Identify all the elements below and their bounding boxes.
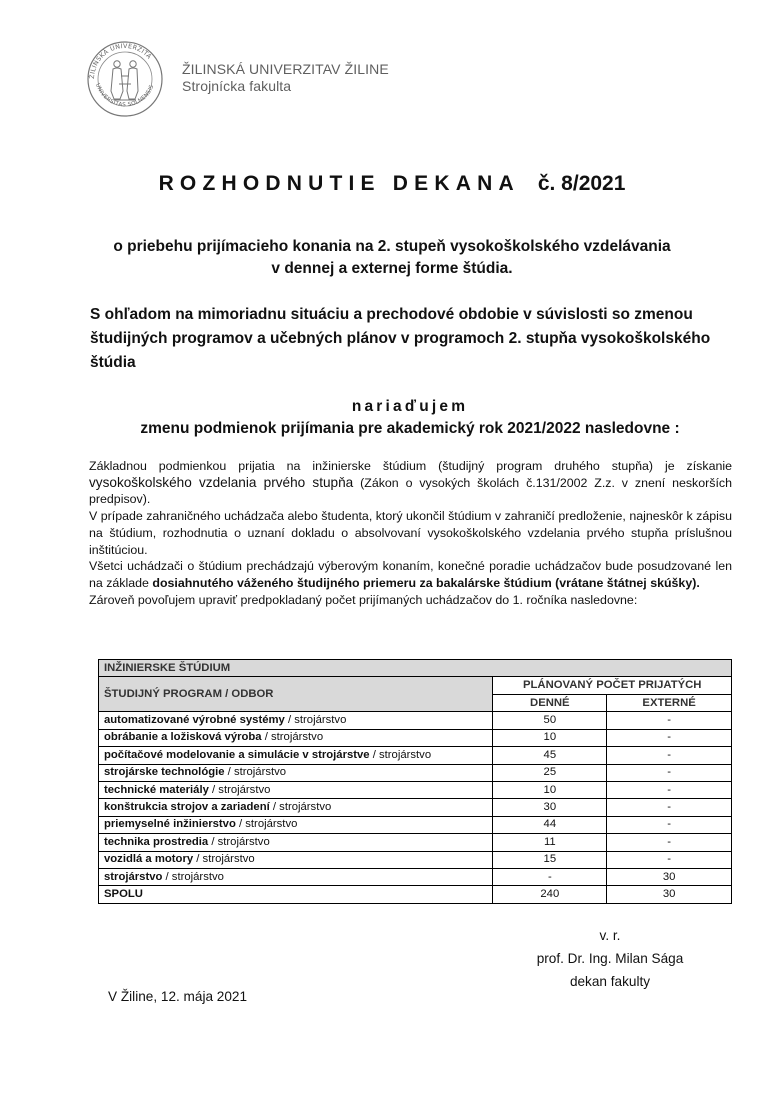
document-subject bbox=[60, 236, 724, 280]
table-row bbox=[99, 834, 732, 851]
program-name: počítačové modelovanie a simulácie v strojárstve bbox=[104, 748, 370, 761]
table-total-row bbox=[99, 886, 732, 903]
daily-count: 10 bbox=[493, 729, 607, 746]
program-cell bbox=[99, 816, 493, 833]
signature-vr: v. r. bbox=[599, 928, 621, 943]
table-row bbox=[99, 712, 732, 729]
program-cell bbox=[99, 712, 493, 729]
external-count: - bbox=[607, 781, 732, 798]
table-row bbox=[99, 729, 732, 746]
external-count: - bbox=[607, 851, 732, 868]
program-cell bbox=[99, 747, 493, 764]
table-row bbox=[99, 781, 732, 798]
faculty-name: Strojnícka fakulta bbox=[182, 78, 292, 94]
university-seal-logo bbox=[86, 40, 164, 118]
daily-count: 25 bbox=[493, 764, 607, 781]
table-row bbox=[99, 868, 732, 885]
daily-count: - bbox=[493, 868, 607, 885]
place-and-date: V Žiline, 12. mája 2021 bbox=[108, 989, 248, 1004]
program-field: / strojárstvo bbox=[193, 853, 255, 866]
program-field: / strojárstvo bbox=[208, 783, 271, 796]
program-name: technické materiály bbox=[104, 783, 209, 796]
university-name: ŽILINSKÁ UNIVERZITAV ŽILINE bbox=[182, 61, 389, 77]
program-name: strojárstvo bbox=[104, 870, 163, 883]
daily-count: 11 bbox=[493, 834, 607, 851]
order-line: zmenu podmienok prijímania pre akademický rok 2021/2022 nasledovne : bbox=[140, 420, 680, 437]
header-external: EXTERNÉ bbox=[607, 694, 732, 712]
order-verb: nariaďujem bbox=[351, 398, 469, 415]
order-block bbox=[0, 396, 784, 440]
table-section-title: INŽINIERSKE ŠTÚDIUM bbox=[99, 660, 732, 677]
program-name: obrábanie a ložisková výroba bbox=[104, 731, 262, 744]
program-field: / strojárstvo bbox=[235, 818, 298, 831]
letterhead bbox=[86, 40, 389, 120]
table-section-row bbox=[99, 660, 732, 677]
program-cell bbox=[99, 729, 493, 746]
external-count: - bbox=[607, 816, 732, 833]
paragraph-3-start: Všetci uchádzači o štúdium prechádzajú výberovým konaním, konečné poradie uchádzačov bude posudzované len na základe bbox=[89, 559, 732, 590]
daily-count: 44 bbox=[493, 816, 607, 833]
program-cell bbox=[99, 799, 493, 816]
table-row bbox=[99, 747, 732, 764]
header-planned: PLÁNOVANÝ POČET PRIJATÝCH bbox=[493, 677, 732, 695]
program-name: automatizované výrobné systémy bbox=[104, 714, 285, 727]
external-count: 30 bbox=[607, 868, 732, 885]
program-name: vozidlá a motory bbox=[104, 853, 194, 866]
external-count: - bbox=[607, 747, 732, 764]
total-external: 30 bbox=[607, 886, 732, 903]
admissions-table bbox=[98, 659, 732, 904]
external-count: - bbox=[607, 834, 732, 851]
table-row bbox=[99, 799, 732, 816]
header-daily: DENNÉ bbox=[493, 694, 607, 712]
paragraph-1-emphasis: vysokoškolského vzdelania prvého stupňa bbox=[89, 474, 354, 490]
program-field: / strojárstvo bbox=[269, 801, 332, 814]
table-row bbox=[99, 764, 732, 781]
paragraph-3 bbox=[89, 558, 732, 591]
subject-line-1: o priebehu prijímacieho konania na 2. stupeň vysokoškolského vzdelávania bbox=[113, 238, 671, 255]
program-name: priemyselné inžinierstvo bbox=[104, 818, 236, 831]
daily-count: 10 bbox=[493, 781, 607, 798]
paragraph-4: Zároveň povoľujem upraviť predpokladaný počet prijímaných uchádzačov do 1. ročníka nasledovne: bbox=[89, 592, 638, 607]
paragraph-2: V prípade zahraničného uchádzača alebo študenta, ktorý ukončil štúdium v zahraničí predloženie, najneskôr k zápisu na štúdium, rozhodnutia o uznaní dokladu o absolvovaní vysokoškolského vzdelania prvého stupňa príslušnou inštitúciou. bbox=[89, 509, 732, 557]
program-cell bbox=[99, 834, 493, 851]
program-field: / strojárstvo bbox=[162, 870, 224, 883]
total-label: SPOLU bbox=[99, 886, 493, 903]
paragraph-1-end: (Zákon o vysokých školách č.131/2002 Z.z. v znení neskorších predpisov). bbox=[89, 475, 732, 507]
subject-line-2: v dennej a externej forme štúdia. bbox=[271, 260, 513, 277]
university-name-block bbox=[182, 61, 389, 95]
svg-text:ŽILINSKÁ UNIVERZITA: ŽILINSKÁ UNIVERZITA bbox=[88, 42, 153, 80]
title-heading: ROZHODNUTIE DEKANA bbox=[158, 172, 520, 195]
program-name: strojárske technológie bbox=[104, 766, 225, 779]
body-text bbox=[89, 458, 732, 608]
decision-number: č. 8/2021 bbox=[537, 172, 626, 195]
program-field: / strojárstvo bbox=[284, 714, 347, 727]
signature-role: dekan fakulty bbox=[569, 974, 651, 989]
program-field: / strojárstvo bbox=[224, 766, 287, 779]
paragraph-1 bbox=[89, 458, 732, 508]
table-row bbox=[99, 851, 732, 868]
preamble: S ohľadom na mimoriadnu situáciu a prechodové obdobie v súvislosti so zmenou študijných programov a učebných plánov v programoch 2. stupňa vysokoškolského štúdia bbox=[90, 306, 711, 371]
signature-name: prof. Dr. Ing. Milan Sága bbox=[536, 951, 684, 966]
header-program: ŠTUDIJNÝ PROGRAM / ODBOR bbox=[99, 677, 493, 712]
daily-count: 50 bbox=[493, 712, 607, 729]
external-count: - bbox=[607, 712, 732, 729]
program-cell bbox=[99, 781, 493, 798]
document-title bbox=[0, 172, 784, 196]
daily-count: 45 bbox=[493, 747, 607, 764]
external-count: - bbox=[607, 799, 732, 816]
program-field: / strojárstvo bbox=[208, 835, 270, 848]
program-name: technika prostredia bbox=[104, 835, 209, 848]
program-cell bbox=[99, 868, 493, 885]
table-header-row bbox=[99, 677, 732, 695]
program-field: / strojárstvo bbox=[369, 748, 432, 761]
external-count: - bbox=[607, 764, 732, 781]
paragraph-1-start: Základnou podmienkou prijatia na inžinierske štúdium (študijný program druhého stupňa) je získanie bbox=[89, 459, 732, 473]
program-name: konštrukcia strojov a zariadení bbox=[104, 801, 270, 814]
svg-text:UNIVERSITAS SOLNENSIS: UNIVERSITAS SOLNENSIS bbox=[94, 82, 156, 109]
signature-block bbox=[520, 924, 700, 993]
program-field: / strojárstvo bbox=[261, 731, 324, 744]
total-daily: 240 bbox=[493, 886, 607, 903]
program-cell bbox=[99, 764, 493, 781]
table-row bbox=[99, 816, 732, 833]
paragraph-3-bold: dosiahnutého váženého študijného priemeru za bakalárske štúdium (vrátane štátnej skúšky). bbox=[152, 575, 700, 590]
external-count: - bbox=[607, 729, 732, 746]
program-cell bbox=[99, 851, 493, 868]
daily-count: 30 bbox=[493, 799, 607, 816]
daily-count: 15 bbox=[493, 851, 607, 868]
